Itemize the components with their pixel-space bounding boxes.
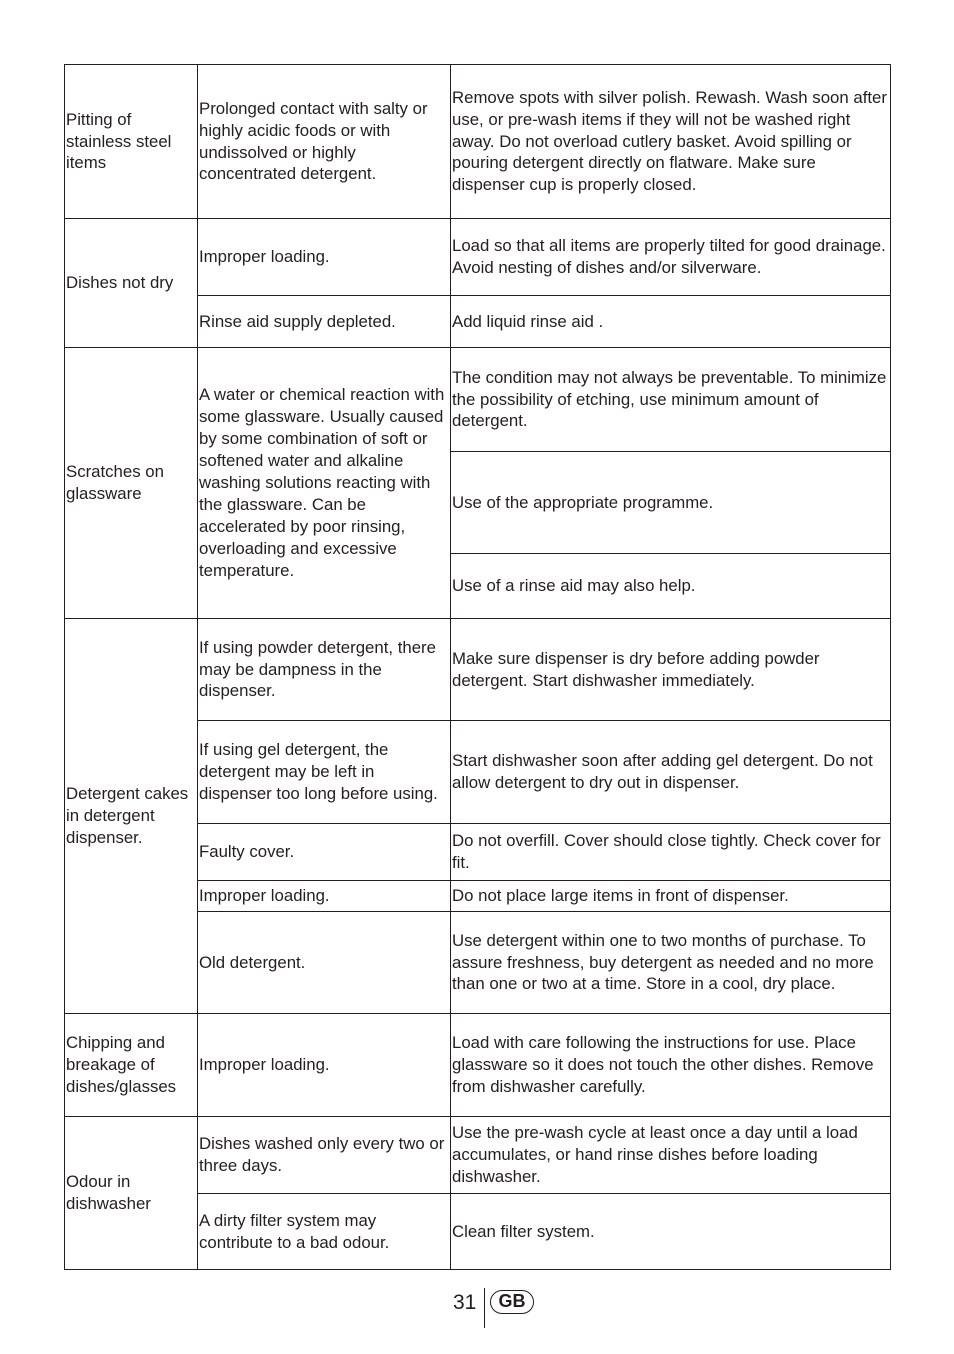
cause-cell: A water or chemical reaction with some glassware. Usually caused by some combination of soft or softened water and alkaline washing solutions reacting with the glassware. Can be accelerated by poor rinsing, overloading and excessive temperature.	[198, 348, 451, 619]
table-row	[65, 348, 891, 452]
language-badge: GB	[490, 1290, 534, 1314]
solution-cell: Use of the appropriate programme.	[451, 452, 891, 554]
cause-cell: Prolonged contact with salty or highly acidic foods or with undissolved or highly concentrated detergent.	[198, 65, 451, 219]
solution-cell: Use detergent within one to two months of purchase. To assure freshness, buy detergent as needed and no more than one or two at a time. Store in a cool, dry place.	[451, 912, 891, 1014]
cause-cell: Faulty cover.	[198, 824, 451, 881]
problem-cell: Odour in dishwasher	[65, 1117, 198, 1270]
solution-cell: Remove spots with silver polish. Rewash. Wash soon after use, or pre-wash items if they will not be washed right away. Do not overload cutlery basket. Avoid spilling or pouring detergent directly on flatware. Make sure dispenser cup is properly closed.	[451, 65, 891, 219]
cause-cell: Rinse aid supply depleted.	[198, 296, 451, 348]
solution-cell: Make sure dispenser is dry before adding powder detergent. Start dishwasher immediately.	[451, 619, 891, 721]
solution-cell: Start dishwasher soon after adding gel detergent. Do not allow detergent to dry out in dispenser.	[451, 721, 891, 824]
solution-cell: Load with care following the instructions for use. Place glassware so it does not touch the other dishes. Remove from dishwasher carefully.	[451, 1014, 891, 1117]
problem-cell: Dishes not dry	[65, 219, 198, 348]
cause-cell: Improper loading.	[198, 219, 451, 296]
table-row	[65, 65, 891, 219]
table-row	[65, 219, 891, 296]
cause-cell: Improper loading.	[198, 1014, 451, 1117]
solution-cell: Load so that all items are properly tilted for good drainage. Avoid nesting of dishes and/or silverware.	[451, 219, 891, 296]
problem-cell: Detergent cakes in detergent dispenser.	[65, 619, 198, 1014]
cause-cell: If using powder detergent, there may be dampness in the dispenser.	[198, 619, 451, 721]
cause-cell: Improper loading.	[198, 881, 451, 912]
solution-cell: Clean filter system.	[451, 1194, 891, 1270]
solution-cell: Use the pre-wash cycle at least once a day until a load accumulates, or hand rinse dishes before loading dishwasher.	[451, 1117, 891, 1194]
table-row	[65, 1014, 891, 1117]
page-number: 31	[453, 1291, 477, 1314]
cause-cell: Dishes washed only every two or three days.	[198, 1117, 451, 1194]
troubleshooting-table	[64, 64, 891, 1270]
problem-cell: Pitting of stainless steel items	[65, 65, 198, 219]
solution-cell: Add liquid rinse aid .	[451, 296, 891, 348]
footer-divider	[484, 1288, 485, 1328]
solution-cell: Do not place large items in front of dispenser.	[451, 881, 891, 912]
cause-cell: A dirty filter system may contribute to a bad odour.	[198, 1194, 451, 1270]
cause-cell: Old detergent.	[198, 912, 451, 1014]
problem-cell: Chipping and breakage of dishes/glasses	[65, 1014, 198, 1117]
solution-cell: Use of a rinse aid may also help.	[451, 554, 891, 619]
solution-cell: Do not overfill. Cover should close tightly. Check cover for fit.	[451, 824, 891, 881]
solution-cell: The condition may not always be preventable. To minimize the possibility of etching, use minimum amount of detergent.	[451, 348, 891, 452]
cause-cell: If using gel detergent, the detergent may be left in dispenser too long before using.	[198, 721, 451, 824]
table-row	[65, 619, 891, 721]
problem-cell: Scratches on glassware	[65, 348, 198, 619]
table-row	[65, 1117, 891, 1194]
